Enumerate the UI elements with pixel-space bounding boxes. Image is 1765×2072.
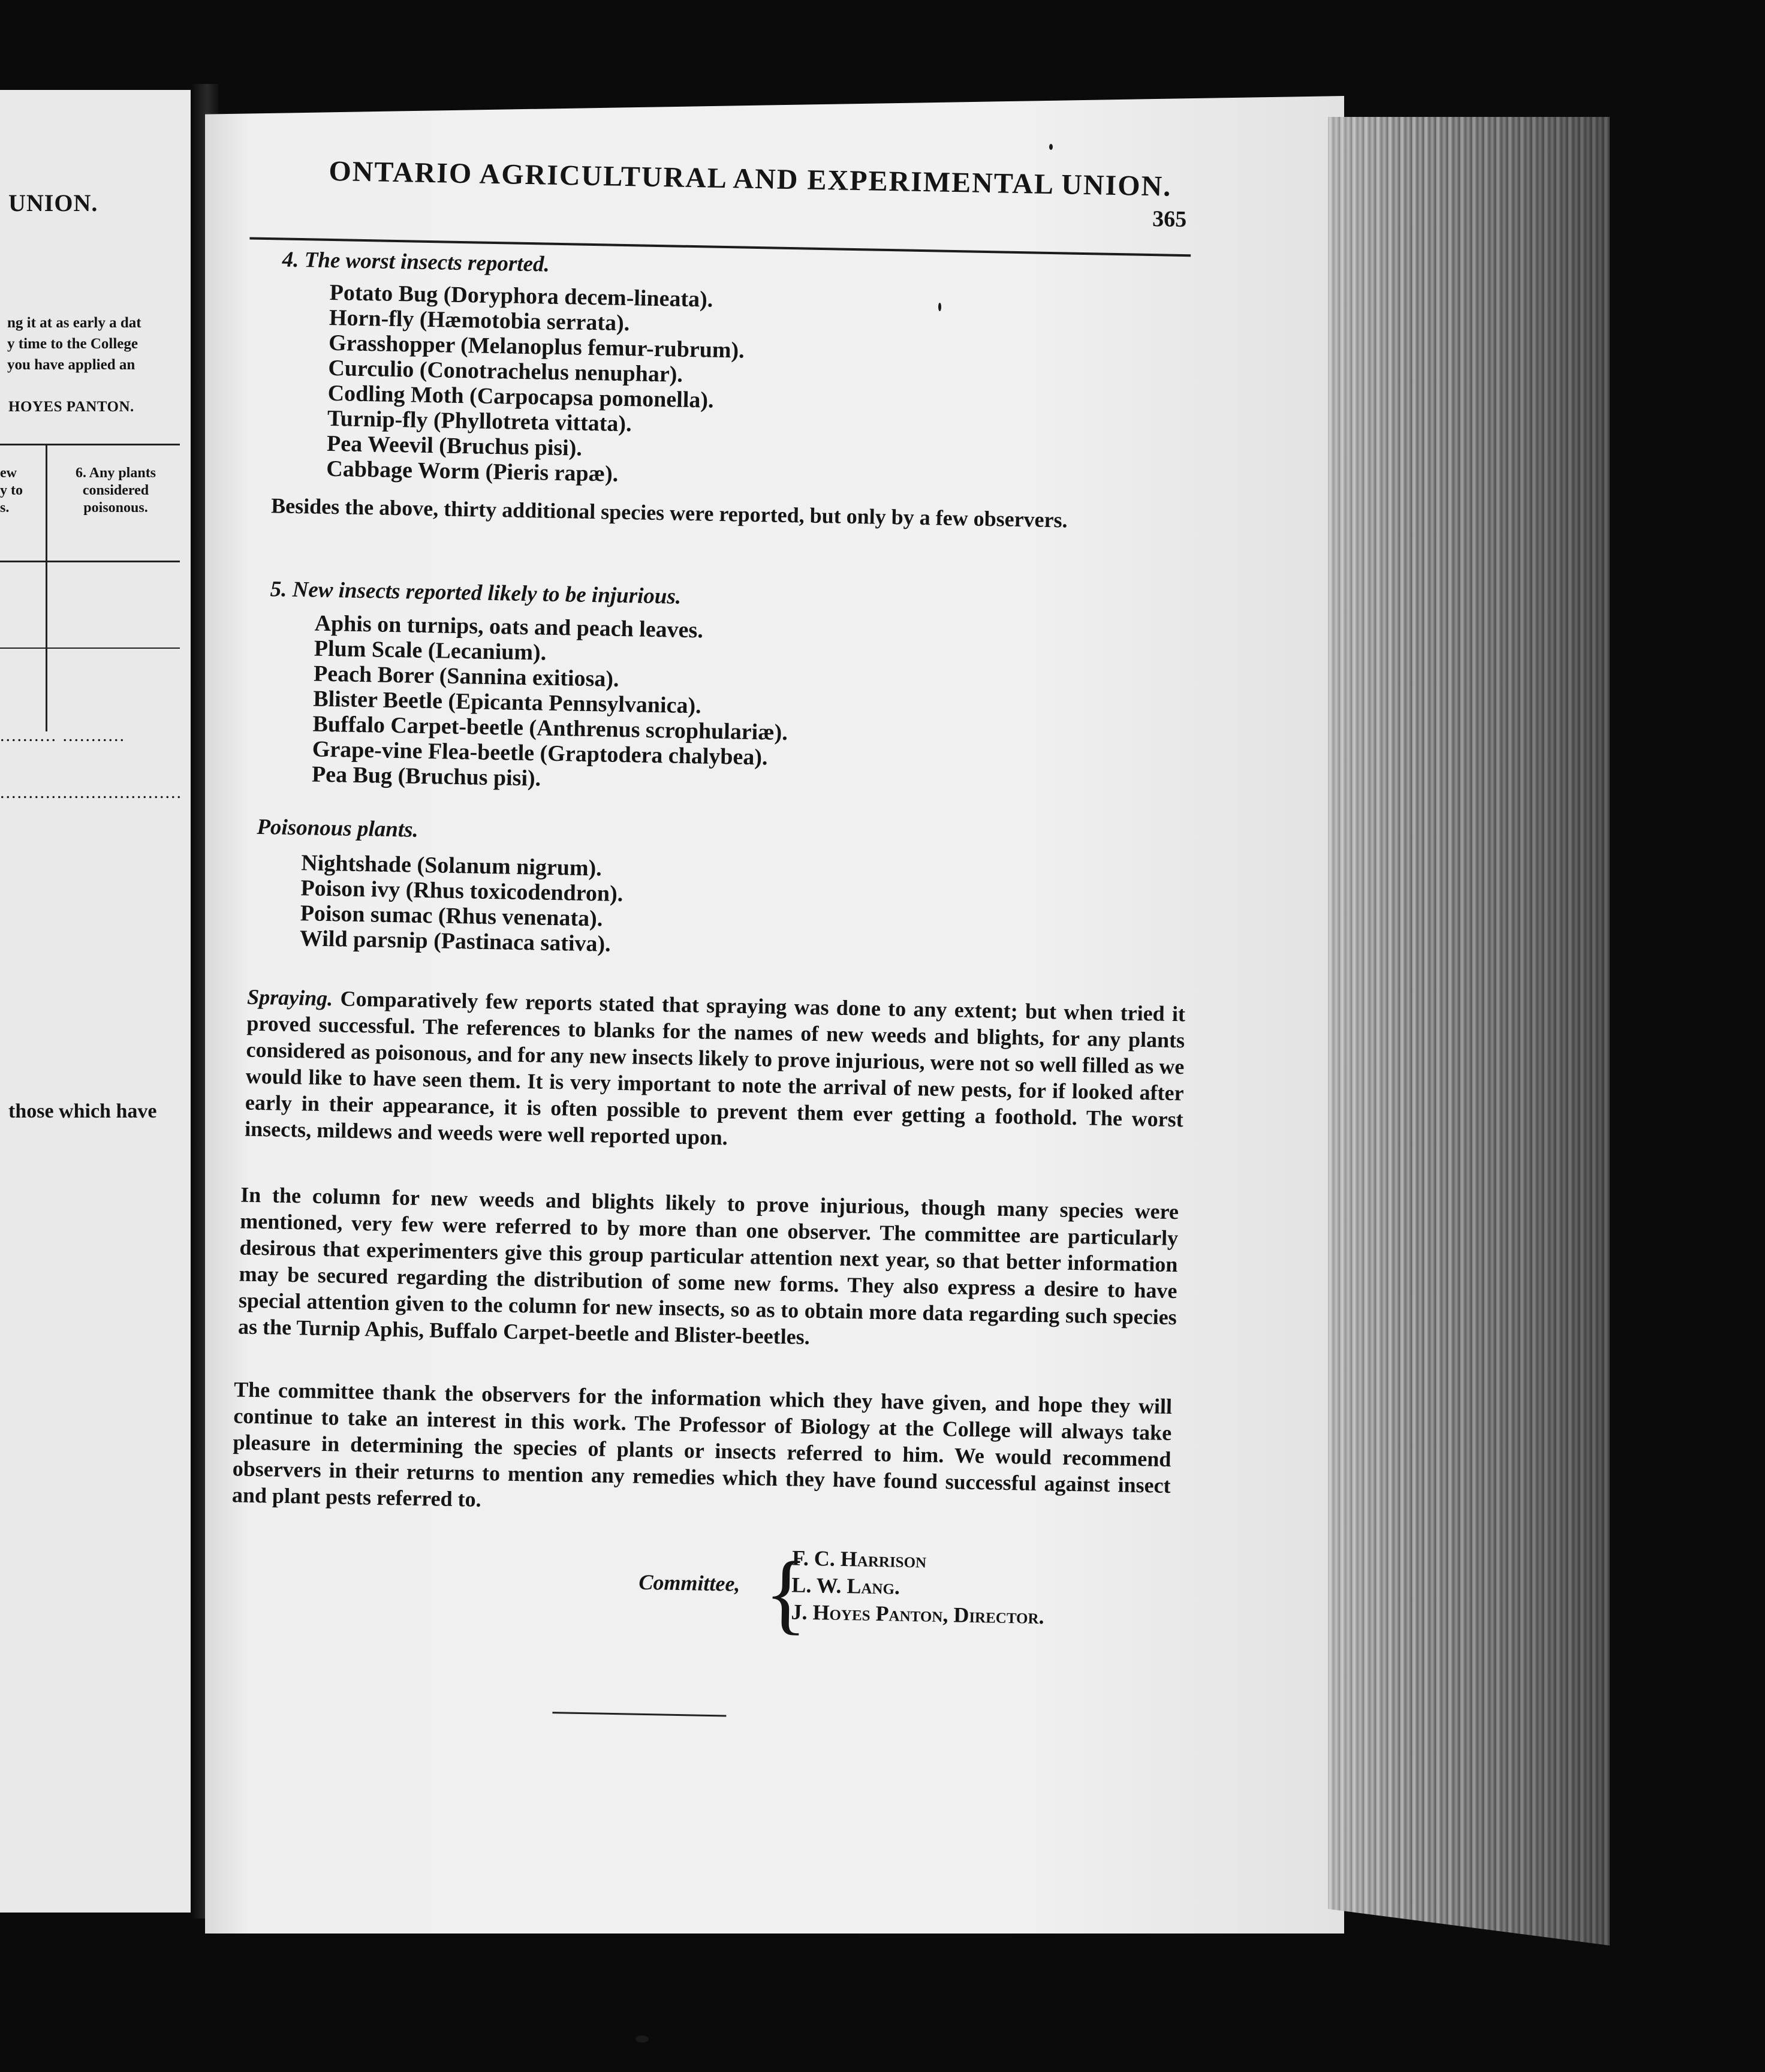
committee-brace: { — [763, 1543, 809, 1643]
section-4-note: Besides the above, thirty additional species were reported, but only by a few observers. — [270, 493, 1068, 532]
spraying-text: Comparatively few reports stated that spraying was done to any extent; but when tried it proved successful. The references to blanks for the names of new weeds and blights, for any plants considered as poisonous, and for any new insects likely to prove injurious, were not so well filled as we would like to have seen them. It is very important to note the arrival of new pests, for if looked after early in their appearance, it is often possible to prevent them ever getting a foothold. The worst insects, mildews and weeds were well reported upon. — [244, 986, 1186, 1150]
section-5-title: 5. New insects reported likely to be injurious. — [270, 577, 682, 609]
left-note-line-1: ng it at as early a dat — [7, 315, 141, 331]
new-insect-item: Plum Scale (Lecanium). — [314, 636, 547, 665]
new-insect-item: Buffalo Carpet-beetle (Anthrenus scrophulariæ). — [312, 711, 788, 746]
new-insect-item: Blister Beetle (Epicanta Pennsylvanica). — [312, 686, 701, 719]
plant-item: Poison sumac (Rhus venenata). — [300, 901, 603, 932]
insect-item: Pea Weevil (Bruchus pisi). — [326, 430, 583, 461]
end-rule — [552, 1712, 726, 1716]
poisonous-plants-title: Poisonous plants. — [257, 814, 419, 842]
left-col-a-line: y to — [0, 483, 23, 498]
left-col-a-line: s. — [0, 500, 10, 516]
committee-member: L. W. Lang. — [791, 1573, 900, 1599]
paragraph-new-weeds: In the column for new weeds and blights likely to prove injurious, though many species were mentioned, very few were referred to by more than one observer. The committee are particularly desirous that experimenters give this group particular attention next year, so that better information may be secured regarding the distribution of some new forms. They also express a desire to have special attention given to the column for new insects, so as to obtain more data regarding such species as the Turnip Aphis, Buffalo Carpet-beetle and Blister-beetles. — [237, 1182, 1179, 1349]
paragraph-committee-thanks: The committee thank the observers for the information which they have given, and hope they will continue to take an interest in this work. The Professor of Biology at the College will always take pleasure in determining the species of plants or insects referred to him. We would recommend observers in their returns to mention any remedies which they have found successful against insect and plant pests referred to. — [231, 1377, 1173, 1511]
new-insect-item: Aphis on turnips, oats and peach leaves. — [314, 610, 704, 643]
insect-item: Horn-fly (Hæmotobia serrata). — [329, 305, 630, 336]
left-col-b-line: considered — [82, 483, 149, 498]
left-note-line-2: y time to the College — [7, 336, 138, 352]
scan-speck — [635, 2035, 649, 2043]
page-number: 365 — [1152, 206, 1187, 233]
new-insect-item: Grape-vine Flea-beetle (Graptodera chalybea). — [312, 736, 768, 770]
new-insect-item: Pea Bug (Bruchus pisi). — [311, 761, 541, 791]
left-col-b-line: 6. Any plants — [75, 465, 156, 481]
section-4-title: 4. The worst insects reported. — [282, 247, 550, 277]
spraying-lead: Spraying. — [246, 984, 333, 1011]
left-note-line-3: you have applied an — [7, 357, 135, 373]
plant-item: Poison ivy (Rhus toxicodendron). — [300, 875, 624, 907]
insect-item: Cabbage Worm (Pieris rapæ). — [326, 456, 619, 487]
committee-label: Committee, — [638, 1570, 740, 1596]
scan-speck — [1049, 144, 1053, 150]
plant-item: Wild parsnip (Pastinaca sativa). — [299, 926, 612, 957]
left-col-b-line: poisonous. — [83, 500, 148, 516]
left-dotted-line-2: ................................ — [0, 782, 182, 802]
plant-item: Nightshade (Solanum nigrum). — [300, 850, 603, 881]
spraying-paragraph — [218, 983, 1186, 1159]
left-running-head: UNION. — [8, 189, 98, 216]
scan-speck — [938, 303, 941, 311]
running-head: ONTARIO AGRICULTURAL AND EXPERIMENTAL UNION. — [328, 155, 1172, 203]
insect-item: Potato Bug (Doryphora decem-lineata). — [329, 279, 713, 312]
committee-member: J. Hoyes Panton, Director. — [791, 1600, 1045, 1629]
insect-item: Grasshopper (Melanoplus femur-rubrum). — [328, 330, 745, 363]
left-col-a-line: ew — [0, 465, 17, 481]
left-tail-text: those which have — [8, 1100, 157, 1122]
committee-member: F. C. Harrison — [791, 1546, 927, 1573]
new-insect-item: Peach Borer (Sannina exitiosa). — [313, 661, 619, 692]
left-dotted-line-1: .......... ........... — [0, 725, 125, 745]
insect-item: Turnip-fly (Phyllotreta vittata). — [327, 405, 632, 437]
insect-item: Codling Moth (Carpocapsa pomonella). — [327, 380, 714, 413]
insect-item: Curculio (Conotrachelus nenuphar). — [328, 355, 683, 387]
left-signature: HOYES PANTON. — [8, 399, 134, 415]
